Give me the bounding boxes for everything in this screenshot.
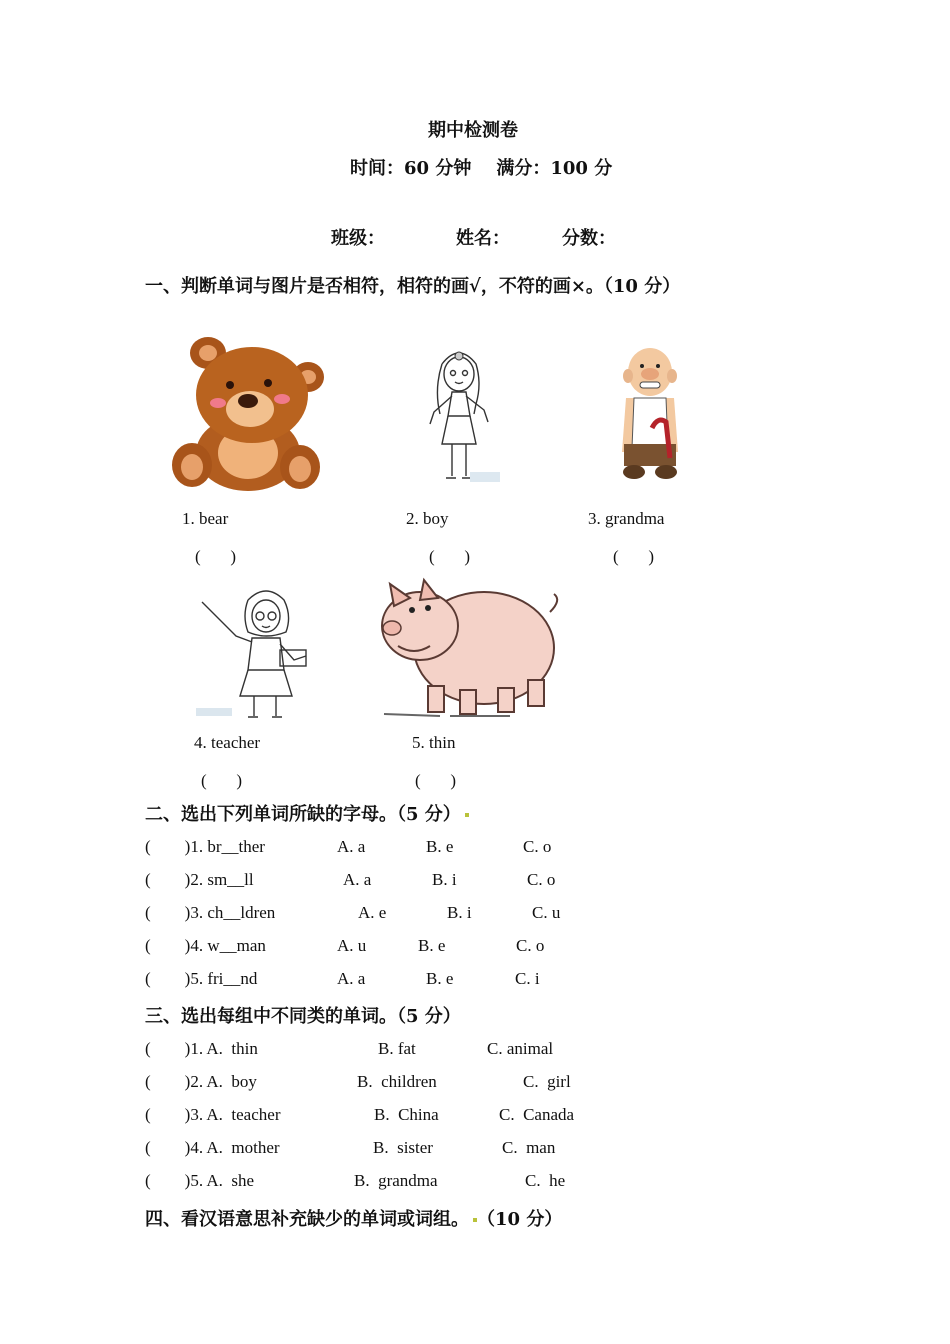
s2-q2: ( )2. sm__ll: [145, 870, 254, 889]
item5-answer-blank[interactable]: ( ): [415, 771, 457, 790]
teacher-image: [196, 586, 322, 720]
s3-q5: ( )5. A. she: [145, 1171, 255, 1190]
s2-q3-a[interactable]: A. e: [358, 903, 387, 922]
item1-answer-blank[interactable]: ( ): [195, 547, 237, 566]
section1-heading: 一、判断单词与图片是否相符，相符的画√，不符的画×。（10 分）: [145, 276, 681, 297]
item4-label: 4. teacher: [194, 733, 261, 752]
section2-heading: 二、选出下列单词所缺的字母。（5 分）: [145, 800, 469, 826]
s3-q3-c[interactable]: C. Canada: [499, 1105, 575, 1124]
s2-q5-c[interactable]: C. i: [515, 969, 540, 988]
item3-label: 3. grandma: [588, 509, 665, 528]
s3-q1-c[interactable]: C. animal: [487, 1039, 554, 1058]
item5-label: 5. thin: [412, 733, 456, 752]
grandpa-image: [612, 348, 688, 482]
s2-q3-c[interactable]: C. u: [532, 903, 561, 922]
s3-q2: ( )2. A. boy: [145, 1072, 257, 1091]
s2-q1-a[interactable]: A. a: [337, 837, 366, 856]
s2-q1-b[interactable]: B. e: [426, 837, 454, 856]
s3-q2-b[interactable]: B. children: [357, 1072, 437, 1091]
class-label: 班级：: [331, 228, 385, 249]
s2-q5: ( )5. fri__nd: [145, 969, 258, 988]
item2-label: 2. boy: [406, 509, 449, 528]
s2-q4-a[interactable]: A. u: [337, 936, 367, 955]
s2-q4: ( )4. w__man: [145, 936, 266, 955]
s3-q4-c[interactable]: C. man: [502, 1138, 556, 1157]
pig-image: [380, 576, 560, 720]
section3-heading: 三、选出每组中不同类的单词。（5 分）: [145, 1006, 461, 1027]
s3-q2-c[interactable]: C. girl: [523, 1072, 571, 1091]
page-title: 期中检测卷: [428, 120, 518, 141]
s2-q2-c[interactable]: C. o: [527, 870, 556, 889]
s2-q5-b[interactable]: B. e: [426, 969, 454, 988]
item2-answer-blank[interactable]: ( ): [429, 547, 471, 566]
s2-q5-a[interactable]: A. a: [337, 969, 366, 988]
s2-q2-b[interactable]: B. i: [432, 870, 457, 889]
s3-q3: ( )3. A. teacher: [145, 1105, 281, 1124]
time-info: 时间：60 分钟 满分：100 分: [350, 158, 613, 179]
decor-dot: [465, 813, 469, 817]
s2-q1-c[interactable]: C. o: [523, 837, 552, 856]
s3-q5-b[interactable]: B. grandma: [354, 1171, 438, 1190]
s2-q1: ( )1. br__ther: [145, 837, 265, 856]
s3-q3-b[interactable]: B. China: [374, 1105, 439, 1124]
girl-image: [412, 344, 506, 488]
name-label: 姓名：: [456, 228, 510, 249]
bear-image: [170, 335, 330, 493]
s2-q4-c[interactable]: C. o: [516, 936, 545, 955]
s3-q5-c[interactable]: C. he: [525, 1171, 566, 1190]
item4-answer-blank[interactable]: ( ): [201, 771, 243, 790]
s3-q4-b[interactable]: B. sister: [373, 1138, 433, 1157]
s2-q3: ( )3. ch__ldren: [145, 903, 276, 922]
s2-q3-b[interactable]: B. i: [447, 903, 472, 922]
item1-label: 1. bear: [182, 509, 229, 528]
score-label: 分数：: [562, 228, 616, 249]
s2-q4-b[interactable]: B. e: [418, 936, 446, 955]
s3-q4: ( )4. A. mother: [145, 1138, 280, 1157]
s3-q1-b[interactable]: B. fat: [378, 1039, 416, 1058]
s2-q2-a[interactable]: A. a: [343, 870, 372, 889]
s3-q1: ( )1. A. thin: [145, 1039, 258, 1058]
item3-answer-blank[interactable]: ( ): [613, 547, 655, 566]
section4-heading: 四、看汉语意思补充缺少的单词或词组。 （10 分）: [145, 1209, 563, 1230]
